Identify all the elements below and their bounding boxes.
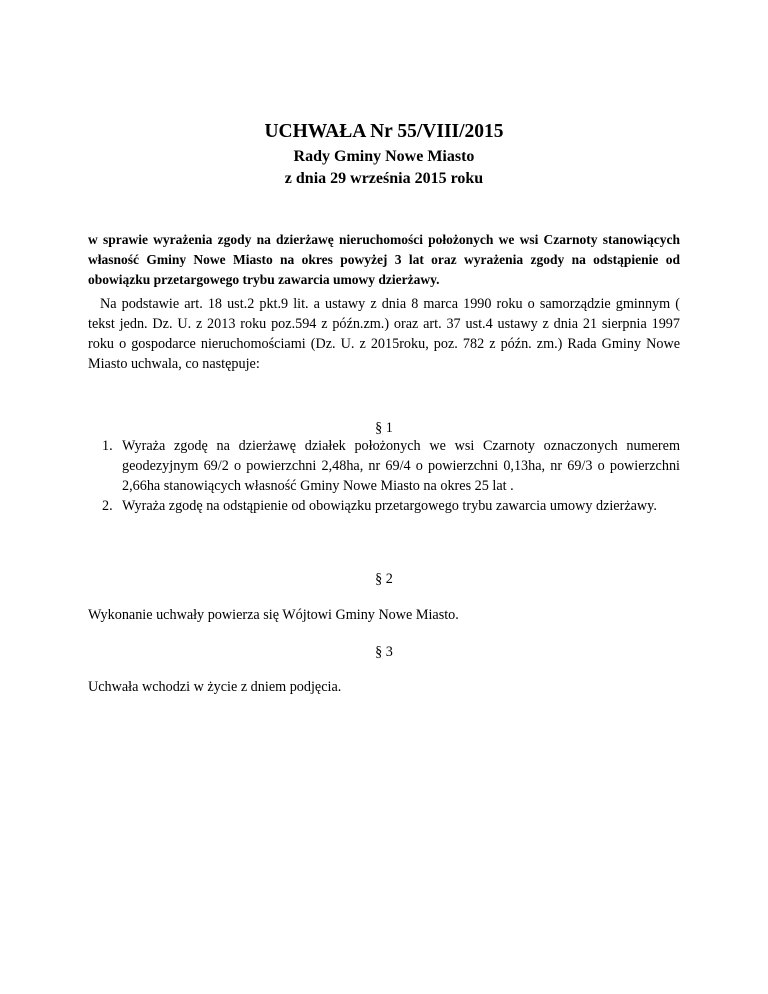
legal-basis-paragraph: Na podstawie art. 18 ust.2 pkt.9 lit. a ustawy z dnia 8 marca 1990 roku o samorządzie gminnym ( tekst jedn. Dz. U. z 2013 roku poz.594 z późn.zm.) oraz art. 37 ust.4 ustawy z dnia 21 sierpnia 1997 roku o gospodarce nieruchomościami (Dz. U. z 2015roku, poz. 782 z późn. zm.) Rada Gminy Nowe Miasto uchwala, co następuje: [88,296,680,372]
list-item-number: 2. [102,498,113,514]
list-item-text: Wyraża zgodę na dzierżawę działek położonych we wsi Czarnoty oznaczonych numerem geodezyjnym 69/2 o powierzchni 2,48ha, nr 69/4 o powierzchni 0,13ha, nr 69/3 o powierzchni 2,66ha stanowiących własność Gminy Nowe Miasto na okres 25 lat . [122,438,680,494]
section-2-text: Wykonanie uchwały powierza się Wójtowi Gminy Nowe Miasto. [88,607,459,623]
list-item-text: Wyraża zgodę na odstąpienie od obowiązku przetargowego trybu zawarcia umowy dzierżawy. [122,498,657,514]
resolution-title: UCHWAŁA Nr 55/VIII/2015 [264,121,504,142]
list-item [88,496,680,516]
resolution-date: z dnia 29 września 2015 roku [284,170,484,187]
section-mark-3: § 3 [375,644,393,660]
council-name: Rady Gminy Nowe Miasto [293,148,475,165]
resolution-subject: w sprawie wyrażenia zgody na dzierżawę nieruchomości położonych we wsi Czarnoty stanowiących własność Gminy Nowe Miasto na okres powyżej 3 lat oraz wyrażenia zgody na odstąpienie od obowiązku przetargowego trybu zawarcia umowy dzierżawy. [88,232,680,287]
section-3-text: Uchwała wchodzi w życie z dniem podjęcia. [88,679,342,695]
list-item-number: 1. [102,438,113,454]
section-mark-2: § 2 [375,571,393,587]
section-mark-1: § 1 [375,420,393,436]
section-1-list [88,436,680,516]
list-item [88,436,680,496]
